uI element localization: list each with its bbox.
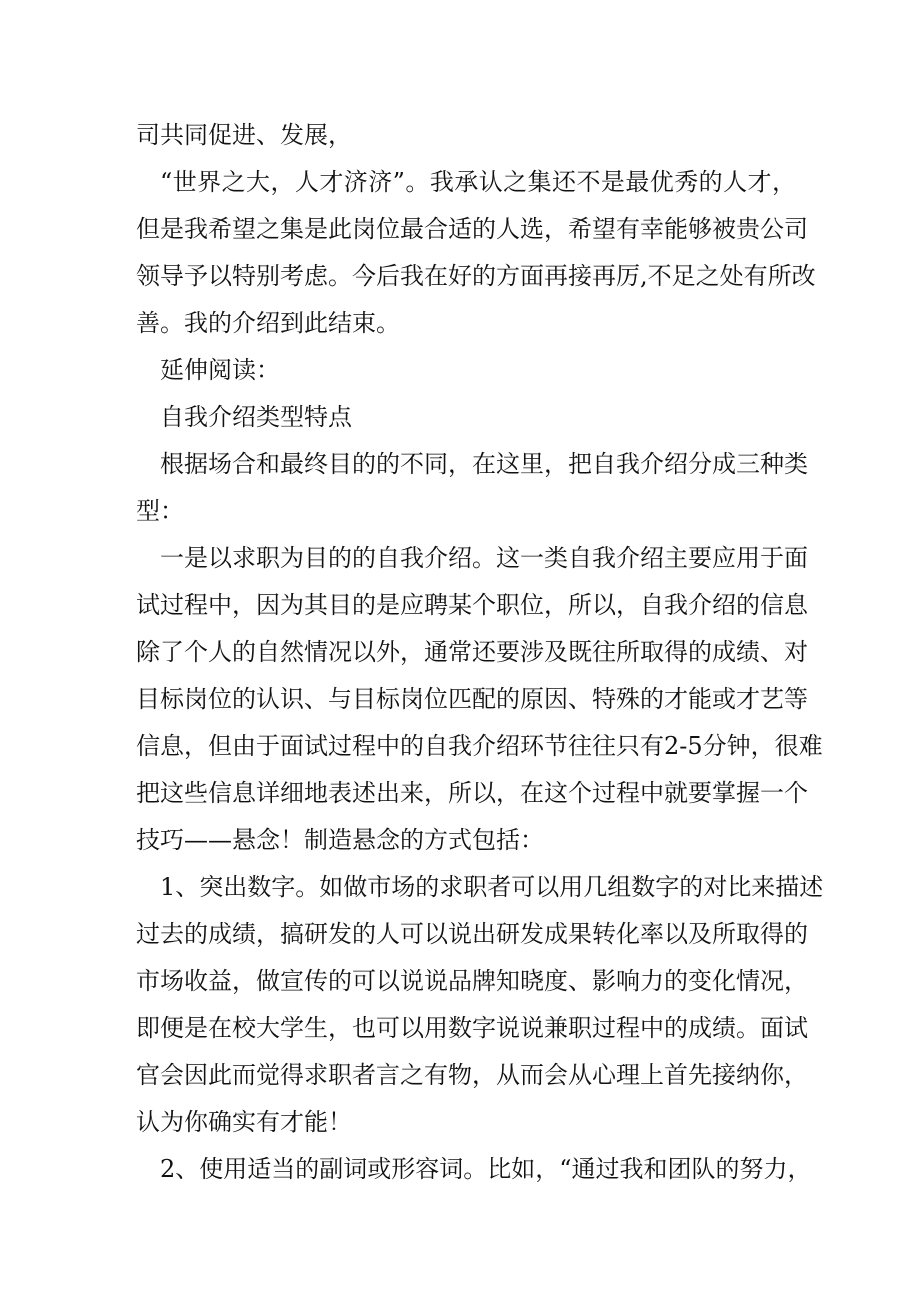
paragraph-closing-statement <box>136 159 816 347</box>
paragraph-continuation <box>136 112 796 159</box>
text-line: 延伸阅读： <box>160 356 280 384</box>
text-line: 善。我的介绍到此结束。 <box>136 309 400 337</box>
text-line: 领导予以特别考虑。今后我在好的方面再接再厉,不足之处有所改 <box>136 262 816 290</box>
text-line: 过去的成绩，搞研发的人可以说出研发成果转化率以及所取得的 <box>136 920 808 948</box>
text-line: 除了个人的自然情况以外，通常还要涉及既往所取得的成绩、对 <box>136 638 808 666</box>
text-line: 一是以求职为目的的自我介绍。这一类自我介绍主要应用于面 <box>160 544 808 572</box>
text-line: 官会因此而觉得求职者言之有物，从而会从心理上首先接纳你， <box>136 1061 808 1089</box>
text-line: 即便是在校大学生，也可以用数字说说兼职过程中的成绩。面试 <box>136 1014 808 1042</box>
text-line: 把这些信息详细地表述出来，所以，在这个过程中就要掌握一个 <box>136 779 808 807</box>
section-heading <box>136 394 796 441</box>
text-line: “世界之大，人才济济”。我承认之集还不是最优秀的人才， <box>160 168 796 196</box>
text-line: 市场收益，做宣传的可以说说品牌知晓度、影响力的变化情况， <box>136 967 808 995</box>
text-line: 试过程中，因为其目的是应聘某个职位，所以，自我介绍的信息 <box>136 591 808 619</box>
text-line: 根据场合和最终目的的不同，在这里，把自我介绍分成三种类 <box>160 450 808 478</box>
text-line: 目标岗位的认识、与目标岗位匹配的原因、特殊的才能或才艺等 <box>136 685 808 713</box>
paragraph-extended-reading <box>136 347 796 394</box>
text-line: 自我介绍类型特点 <box>160 403 352 431</box>
document-body <box>136 112 824 1193</box>
text-line: 信息，但由于面试过程中的自我介绍环节往往只有2-5分钟，很难 <box>136 732 823 760</box>
paragraph-job-seeking <box>136 535 823 864</box>
paragraph-types-intro <box>136 441 808 535</box>
text-line: 型： <box>136 497 184 525</box>
text-line: 但是我希望之集是此岗位最合适的人选，希望有幸能够被贵公司 <box>136 215 808 243</box>
text-line: 认为你确实有才能！ <box>136 1108 352 1136</box>
paragraph-adverbs-adjectives <box>136 1146 812 1193</box>
text-line: 2、使用适当的副词或形容词。比如，“通过我和团队的努力， <box>160 1155 812 1183</box>
text-line: 1、突出数字。如做市场的求职者可以用几组数字的对比来描述 <box>160 873 824 901</box>
text-line: 司共同促进、发展， <box>136 121 352 149</box>
text-line: 技巧——悬念！制造悬念的方式包括： <box>136 826 544 854</box>
paragraph-highlight-numbers <box>136 864 824 1146</box>
